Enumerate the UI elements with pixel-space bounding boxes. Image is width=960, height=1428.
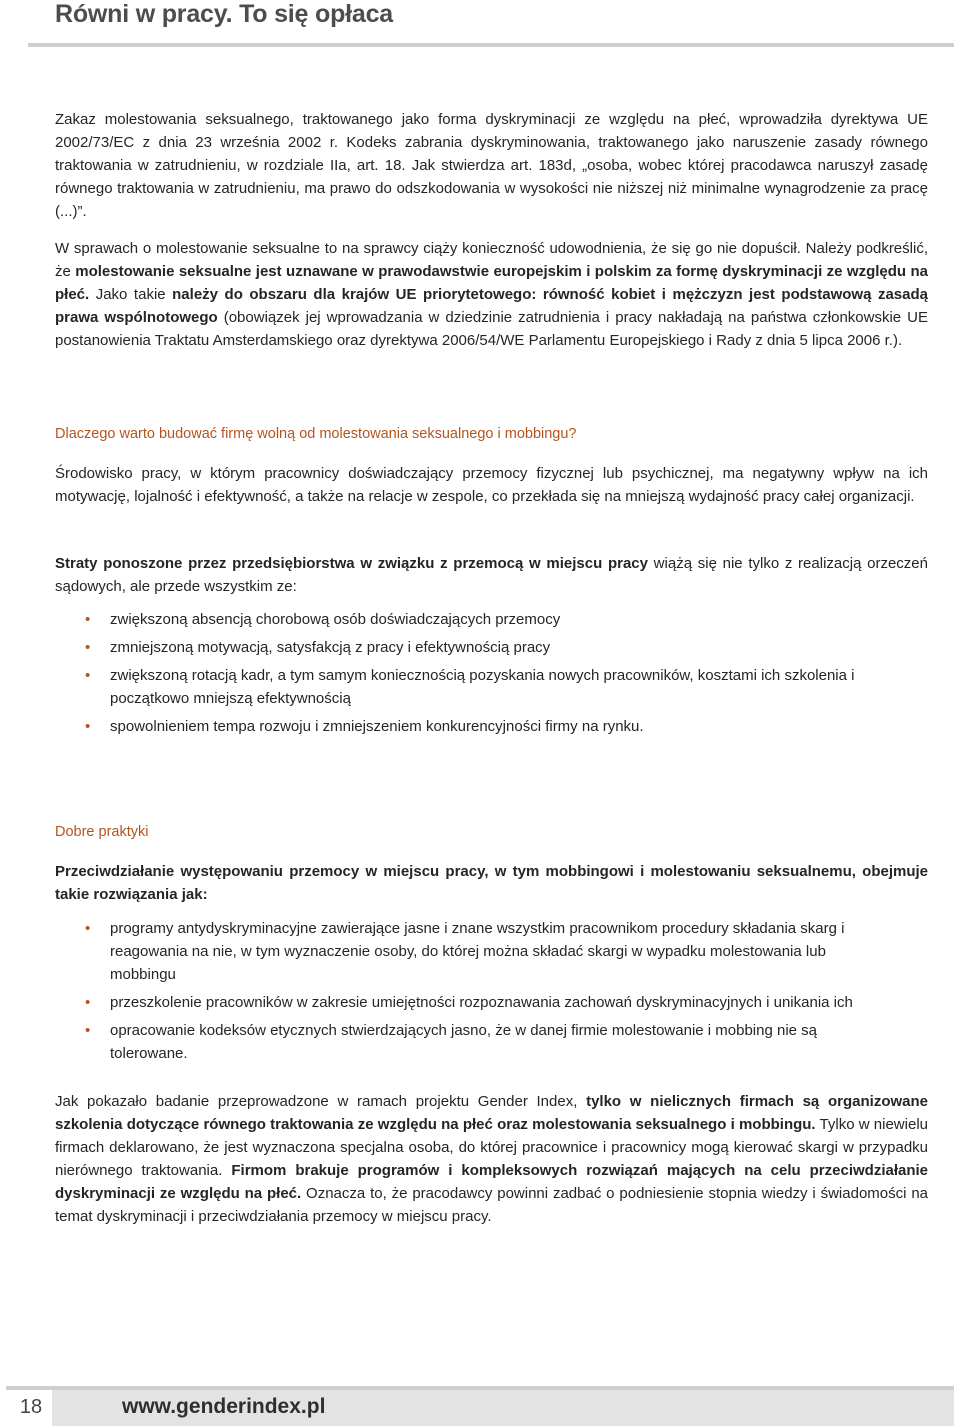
page-number: 18 [19,1396,43,1418]
losses-list [55,608,928,738]
section-good-practices [55,821,928,1228]
list-item: • spowolnieniem tempa rozwoju i zmniejszeniem konkurencyjności firmy na rynku. [55,715,880,738]
section-legal [55,108,928,352]
page-title: Równi w pracy. To się opłaca [55,0,394,28]
list-item: • opracowanie kodeksów etycznych stwierdzających jasno, że w danej firmie molestowanie i mobbing nie są tolerowane. [55,1019,880,1065]
list-item: • zwiększoną rotacją kadr, a tym samym koniecznością pozyskania nowych pracowników, kosztami ich szkolenia i początkowo mniejszą efektywnością [55,664,880,710]
practices-list [55,917,928,1065]
list-item: • przeszkolenie pracowników w zakresie umiejętności rozpoznawania zachowań dyskryminacyjnych i unikania ich [55,991,880,1014]
header-divider [28,43,954,47]
section-why [55,423,928,743]
list-item: • zmniejszoną motywacją, satysfakcją z pracy i efektywnością pracy [55,636,880,659]
paragraph-directive: Zakaz molestowania seksualnego, traktowanego jako forma dyskryminacji ze względu na płeć, wprowadziła dyrektywa UE 2002/73/EC z dnia 23 września 2002 r. Kodeks zabrania dyskryminowania, traktowanego jako naruszenie zasady równego traktowania w zatrudnieniu, w rozdziale IIa, art. 18. Jak stwierdza art. 183d, „osoba, wobec której pracodawca naruszył zasadę równego traktowania w zatrudnieniu, ma prawo do odszkodowania w wysokości nie niższej niż minimalne wynagrodzenie za pracę (...)”. [55,111,928,220]
paragraph-work-environment: Środowisko pracy, w którym pracownicy doświadczający przemocy fizycznej lub psychicznej, ma negatywny wpływ na ich motywację, lojalność i efektywność, a także na relacje w zespole, co przekłada się na mniejszą wydajność pracy całej organizacji. [55,465,928,505]
list-item: • zwiększoną absencją chorobową osób doświadczających przemocy [55,608,880,631]
paragraph-prevention-intro: Przeciwdziałanie występowaniu przemocy w miejscu pracy, w tym mobbingowi i molestowaniu seksualnemu, obejmuje takie rozwiązania jak: [55,863,928,903]
paragraph-burden-of-proof: W sprawach o molestowanie seksualne to na sprawcy ciąży konieczność udowodnienia, że się go nie dopuścił. Należy podkreślić, że molestowanie seksualne jest uznawane w prawodawstwie europejskim i polskim za formę dyskryminacji ze względu na płeć. Jako takie należy do obszaru dla krajów UE priorytetowego: równość kobiet i mężczyzn jest podstawową zasadą prawa wspólnotowego (obowiązek jej wprowadzania w dziedzinie zatrudnienia i pracy nakładają na państwa członkowskie UE postanowienia Traktatu Amsterdamskiego oraz dyrektywa 2006/54/WE Parlamentu Europejskiego i Rady z dnia 5 lipca 2006 r.). [55,240,929,349]
section-heading-why: Dlaczego warto budować firmę wolną od molestowania seksualnego i mobbingu? [55,426,577,442]
paragraph-losses: Straty ponoszone przez przedsiębiorstwa w związku z przemocą w miejscu pracy wiążą się nie tylko z realizacją orzeczeń sądowych, ale przede wszystkim ze: [55,555,928,595]
list-item: • programy antydyskryminacyjne zawierające jasne i znane wszystkim pracownikom procedury składania skarg i reagowania na nie, w tym wyznaczenie osoby, do której można składać skargi w wypadku molestowania lub mobbingu [55,917,880,986]
section-heading-good-practices: Dobre praktyki [55,824,149,840]
footer-website-link[interactable]: www.genderindex.pl [122,1395,326,1418]
paragraph-gender-index-study: Jak pokazało badanie przeprowadzone w ramach projektu Gender Index, tylko w nielicznych firmach są organizowane szkolenia dotyczące równego traktowania ze względu na płeć oraz molestowania seksualnego i mobbingu. Tylko w niewielu firmach deklarowano, że jest wyznaczona specjalna osoba, do której pracownice i pracownicy mogą kierować skargi w przypadku nierównego traktowania. Firmom brakuje programów i kompleksowych rozwiązań mających na celu przeciwdziałanie dyskryminacji ze względu na płeć. Oznacza to, że pracodawcy powinni zadbać o podniesienie stopnia wiedzy i świadomości na temat dyskryminacji i przeciwdziałania przemocy w miejscu pracy. [55,1093,929,1225]
